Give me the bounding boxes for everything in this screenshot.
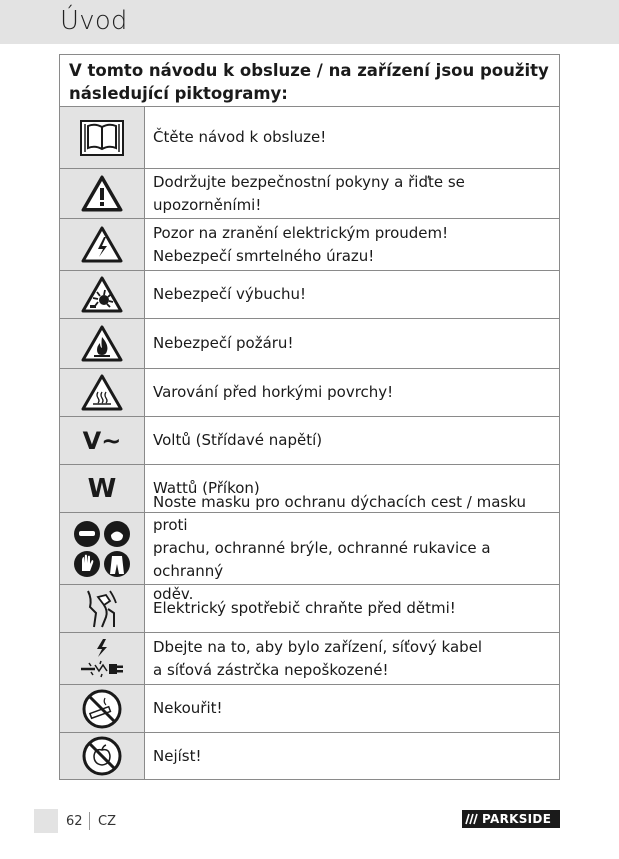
table-row	[60, 685, 559, 733]
table-row	[60, 319, 559, 369]
footer-divider	[89, 812, 90, 830]
icon-cell	[60, 685, 145, 732]
row-text: a síťová zástrčka nepoškozené!	[153, 660, 389, 679]
row-text: Nejíst!	[153, 746, 202, 765]
hot-surface-icon	[81, 374, 123, 412]
row-text: Čtěte návod k obsluze!	[153, 128, 327, 146]
row-text: Varování před horkými povrchy!	[153, 383, 394, 401]
icon-cell	[60, 271, 145, 318]
table-row	[60, 733, 559, 779]
row-text: Nekouřit!	[153, 699, 223, 717]
brand-slashes-icon	[462, 810, 482, 828]
table-row	[60, 493, 559, 603]
fire-hazard-icon	[81, 325, 123, 363]
icon-cell	[60, 585, 145, 632]
no-eating-icon	[81, 735, 123, 777]
icon-cell	[60, 107, 145, 168]
brand-logo	[462, 810, 560, 828]
footer-marker	[34, 809, 58, 833]
row-text: Nebezpečí požáru!	[153, 334, 294, 352]
table-row	[60, 271, 559, 319]
table-row	[60, 219, 559, 271]
icon-cell	[60, 219, 145, 270]
icon-cell	[60, 417, 145, 464]
icon-cell	[60, 733, 145, 779]
row-text: Pozor na zranění elektrickým proudem!	[153, 223, 449, 242]
electric-shock-icon	[81, 226, 123, 264]
no-smoking-icon	[81, 688, 123, 730]
icon-cell	[60, 369, 145, 416]
explosion-hazard-icon	[81, 276, 123, 314]
row-text: Nebezpečí smrtelného úrazu!	[153, 246, 375, 265]
manual-book-icon	[80, 120, 124, 156]
volts-ac-icon: V~	[82, 426, 122, 455]
table-row	[60, 369, 559, 417]
table-row	[60, 633, 559, 685]
pictogram-table	[59, 54, 560, 780]
table-row	[60, 417, 559, 465]
protective-equipment-icon	[72, 519, 132, 579]
icon-cell	[60, 513, 145, 584]
row-text: Noste masku pro ochranu dýchacích cest / masku proti	[153, 493, 526, 534]
watts-icon: W	[87, 473, 117, 504]
row-text: Dodržujte bezpečnostní pokyny a řiďte se upozorněními!	[153, 172, 465, 214]
row-text: Nebezpečí výbuchu!	[153, 285, 307, 303]
row-text: Dbejte na to, aby bylo zařízení, síťový kabel	[153, 637, 483, 656]
icon-cell	[60, 465, 145, 512]
row-text: oděv.	[153, 585, 194, 603]
row-text: Elektrický spotřebič chraňte před dětmi!	[153, 599, 456, 617]
row-text: Voltů (Střídavé napětí)	[153, 431, 323, 449]
language-code: CZ	[98, 814, 116, 829]
table-row	[60, 585, 559, 633]
table-heading: V tomto návodu k obsluze / na zařízení jsou použity následující piktogramy:	[60, 55, 559, 107]
page-title: Úvod	[60, 6, 128, 36]
damaged-cable-icon	[79, 637, 125, 681]
icon-cell	[60, 633, 145, 684]
row-text: Wattů (Příkon)	[153, 479, 260, 497]
brand-name: PARKSIDE	[482, 812, 552, 826]
table-row	[60, 169, 559, 219]
keep-away-children-icon	[80, 587, 124, 631]
page-number: 62	[66, 814, 83, 829]
row-text: prachu, ochranné brýle, ochranné rukavice a ochranný	[153, 539, 491, 580]
page-header	[0, 0, 619, 44]
icon-cell	[60, 319, 145, 368]
warning-triangle-icon	[81, 175, 123, 213]
icon-cell	[60, 169, 145, 218]
table-row	[60, 107, 559, 169]
